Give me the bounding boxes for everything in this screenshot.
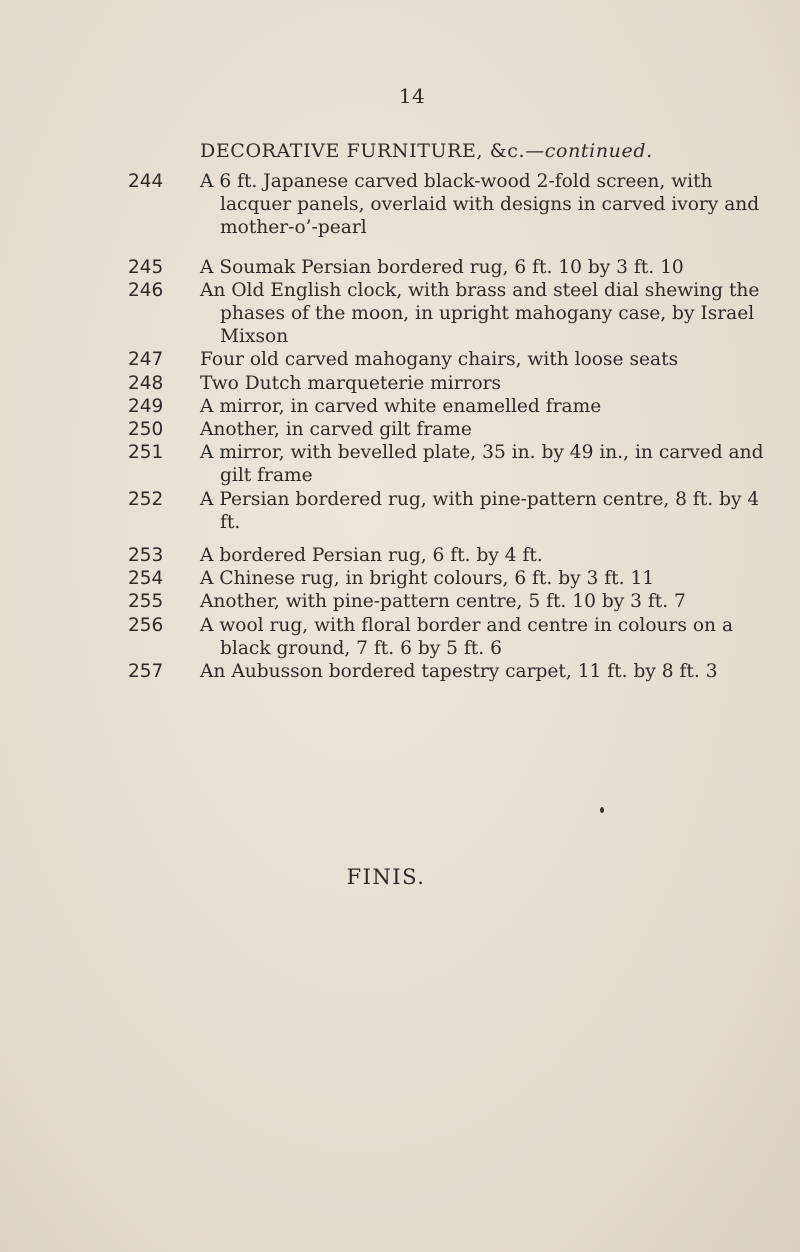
lot-number: 251 [128, 442, 164, 464]
lot-description: A Chinese rug, in bright colours, 6 ft. by 3 ft. 11 [200, 568, 655, 590]
lot-item [0, 660, 800, 683]
lot-list [0, 170, 800, 683]
lot-number: 256 [128, 614, 164, 636]
lot-number: 249 [128, 395, 164, 417]
lot-item [0, 590, 800, 613]
lot-number: 247 [128, 349, 164, 371]
lot-description: A wool rug, with floral border and centre in colours on a black ground, 7 ft. 6 by 5 ft. 6 [200, 614, 734, 659]
finis-mark: FINIS. [346, 865, 426, 889]
lot-item [0, 567, 800, 590]
lot-description: An Old English clock, with brass and steel dial shewing the phases of the moon, in upright mahogany case, by Israel Mixson [200, 279, 760, 348]
lot-number: 257 [128, 661, 164, 683]
lot-item [0, 348, 800, 371]
lot-item [0, 544, 800, 567]
lot-number: 254 [128, 568, 164, 590]
lot-description: Another, in carved gilt frame [200, 419, 472, 441]
lot-item [0, 279, 800, 349]
lot-item [0, 395, 800, 418]
lot-description: An Aubusson bordered tapestry carpet, 11 ft. by 8 ft. 3 [200, 661, 718, 683]
lot-item [0, 372, 800, 395]
section-title: DECORATIVE FURNITURE, &c. [200, 140, 526, 162]
lot-item [0, 441, 800, 487]
lot-description: A mirror, with bevelled plate, 35 in. by 49 in., in carved and gilt frame [200, 442, 764, 487]
lot-number: 246 [128, 279, 164, 301]
lot-description: Two Dutch marqueterie mirrors [200, 372, 502, 394]
lot-item [0, 488, 800, 534]
lot-description: A Soumak Persian bordered rug, 6 ft. 10 by 3 ft. 10 [200, 256, 684, 278]
lot-item [0, 418, 800, 441]
ink-speck [600, 807, 604, 813]
lot-number: 253 [128, 545, 164, 567]
section-heading [200, 140, 653, 162]
section-continued: —continued. [525, 140, 653, 162]
lot-item [0, 614, 800, 660]
lot-description: A Persian bordered rug, with pine-pattern centre, 8 ft. by 4 ft. [200, 488, 760, 533]
lot-item [0, 170, 800, 240]
lot-description: A bordered Persian rug, 6 ft. by 4 ft. [200, 545, 543, 567]
lot-number: 248 [128, 372, 164, 394]
lot-number: 244 [128, 171, 164, 192]
lot-description: Four old carved mahogany chairs, with loose seats [200, 349, 679, 371]
lot-description: A 6 ft. Japanese carved black-wood 2-fold screen, with lacquer panels, overlaid with designs in carved ivory and mother-o’-pearl [200, 171, 760, 239]
lot-number: 245 [128, 256, 164, 278]
lot-description: Another, with pine-pattern centre, 5 ft. 10 by 3 ft. 7 [200, 591, 686, 613]
lot-number: 252 [128, 488, 164, 510]
lot-number: 255 [128, 591, 164, 613]
lot-description: A mirror, in carved white enamelled frame [200, 395, 602, 417]
lot-item [0, 256, 800, 279]
page-number: 14 [398, 84, 426, 108]
lot-number: 250 [128, 419, 164, 441]
